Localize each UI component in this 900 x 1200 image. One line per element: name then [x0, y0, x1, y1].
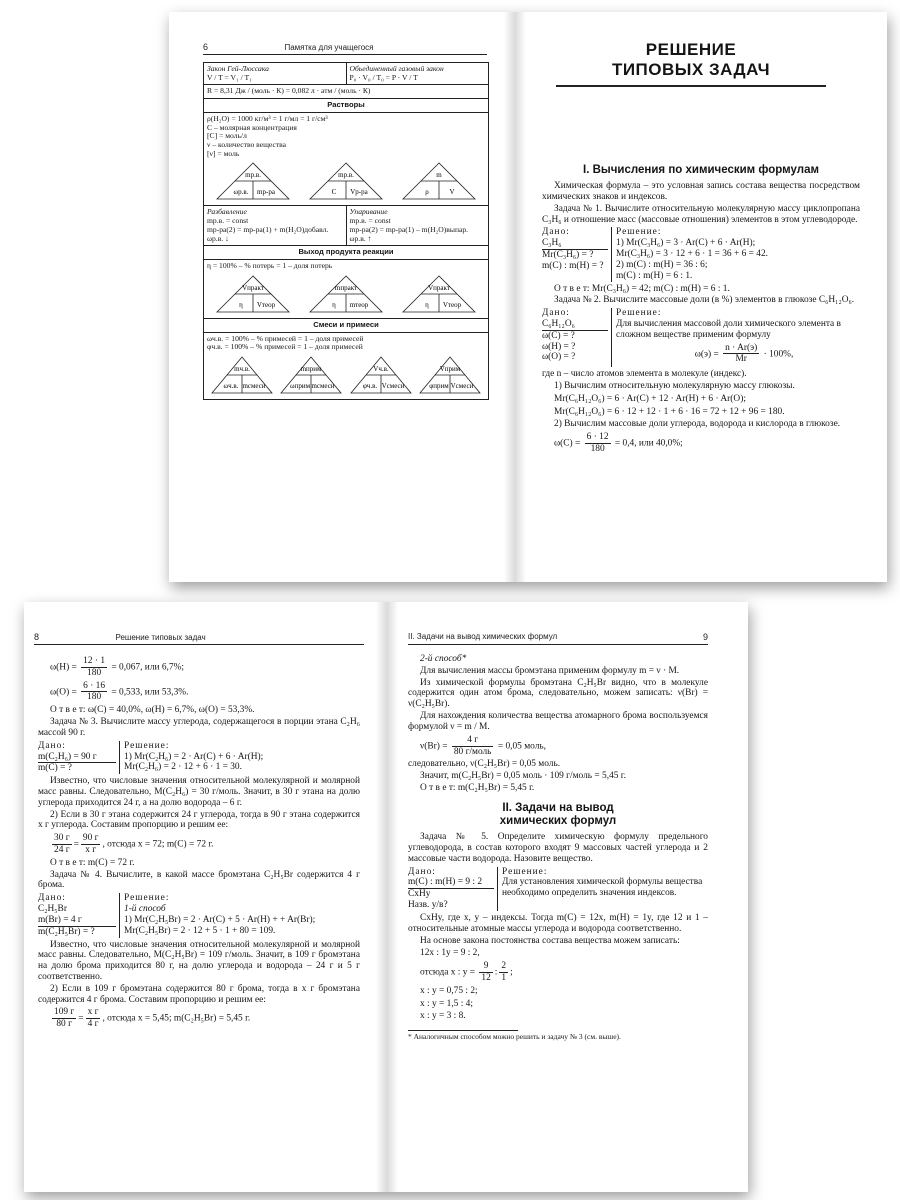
yield-block: [204, 260, 488, 319]
solutions-block: [204, 113, 488, 207]
formula-right: , отсюда x = 72; m(C) = 72 г.: [102, 839, 214, 850]
formula-left: ω(H) =: [50, 662, 77, 673]
triangle-top-label: mр.в.: [338, 171, 354, 180]
page-number: 8: [34, 632, 40, 642]
solution-label: Решение:: [616, 227, 662, 238]
solutions-line: [ν] = моль: [207, 148, 240, 158]
evaporation-line: mр.в. = const: [349, 216, 391, 226]
page-number: 9: [702, 632, 708, 642]
task-5-equation: x : y = 0,75 : 2;: [420, 985, 478, 996]
solutions-line: [C] = моль/л: [207, 131, 247, 141]
running-head: [34, 632, 364, 645]
formula-numerator: 4 г: [452, 735, 494, 747]
formula-denominator: 80 г/моль: [453, 746, 492, 757]
formula-right: = 0,05 моль,: [497, 741, 546, 752]
triangle-right-label: Vсмеси: [450, 381, 474, 390]
triangle-top-label: mр.в.: [245, 171, 262, 180]
gas-constant: R = 8,31 Дж / (моль · К) = 0,082 л · атм / (моль · К): [204, 85, 488, 99]
task-1-statement: Задача № 1. Вычислите относительную молекулярную массу циклопропана C₃H₆ и отношение масс (массовые отношения) элементов в этом углеводороде.: [542, 203, 860, 225]
given-item: Mr(C₃H₆) = ?: [542, 250, 594, 261]
formula-denominator: x г: [85, 845, 97, 855]
task-4-given-solution: [38, 893, 360, 937]
given-item: m(C) : m(H) = 9 : 2: [408, 877, 494, 889]
task-5-equation: x : y = 1,5 : 4;: [420, 998, 473, 1009]
triangle-left-label: η: [239, 300, 244, 309]
task-5-paragraph: CxHy, где x, y – индексы. Тогда m(C) = 12x, m(H) = 1y, где 12 и 1 – относительные атомные массы углерода и водорода соответственно.: [408, 912, 708, 934]
dilution-title: Разбавление: [207, 207, 247, 217]
task-5-ratio: отсюда x : y = $\frac{9}{12}$ : $\frac{2}{1}$ ;: [420, 961, 513, 983]
solution-line: Mr(C₂H₅Br) = 2 · 12 + 5 · 1 + 80 = 109.: [124, 925, 276, 936]
triangle-right-label: mтеор: [349, 300, 369, 309]
chapter-title-line2: ТИПОВЫХ ЗАДАЧ: [611, 60, 771, 80]
task-2-statement: Задача № 2. Вычислите массовые доли (в %) элементов в глюкозе C₆H₁₂O₆.: [554, 295, 855, 306]
given-item: ω(C) = ?: [542, 330, 575, 341]
formula-right: , отсюда x = 5,45; m(C₂H₅Br) = 5,45 г.: [102, 1013, 251, 1024]
triangle-left-label: ωч.в.: [223, 381, 239, 390]
formula-triangle: [308, 161, 384, 201]
task-2-where: где n – число атомов элемента в молекуле (индекс).: [542, 369, 747, 380]
solution-line: 2) m(C) : m(H) = 36 : 6;: [616, 259, 708, 270]
method-2-paragraph: Для нахождения количества вещества атомарного брома воспользуемся формулой ν = m / M.: [408, 711, 708, 732]
page-9-body: [408, 654, 708, 1042]
task-2-given-solution: [542, 308, 860, 367]
formula-triangle: [401, 274, 477, 314]
given-label: Дано:: [408, 866, 436, 877]
book-spread-bottom: [24, 602, 748, 1192]
triangle-left-label: C: [331, 188, 337, 197]
solutions-line: ν – количество вещества: [207, 140, 287, 150]
task-3-given-solution: [38, 741, 360, 774]
triangle-right-label: Vсмеси: [381, 381, 405, 390]
page-number: 6: [203, 42, 209, 52]
solution-label: Решение:: [124, 740, 170, 751]
book-spread-top: [169, 12, 887, 582]
formula-denominator: 180: [87, 692, 102, 703]
formula-numerator: 6 · 16: [83, 680, 106, 691]
solution-text: Для установления химической формулы вещества необходимо определить значения индексов.: [502, 877, 703, 899]
given-item: m(C) : m(H) = ?: [542, 260, 604, 271]
task-4-paragraph: Известно, что числовые значения относительной молекулярной и молярной масс равны. Следовательно, M(C₂H₅Br) = 109 г/моль. Значит, в 109 г бромэтана на долю брома приходится 80 г, на долю углерода и водорода – 24 г и 5 г соответственно.: [38, 939, 360, 982]
gay-lussac-formula: V / T = V₁ / T₁: [207, 72, 252, 82]
triangle-top-label: Vч.в.: [373, 364, 389, 373]
formula-left: отсюда x : y =: [420, 967, 476, 978]
given-item: ω(O) = ?: [542, 352, 576, 363]
formula-denominator: 12: [481, 972, 491, 983]
triangle-top-label: Vприм: [440, 364, 461, 373]
omega-o-formula: [50, 681, 360, 704]
given-label: Дано:: [542, 227, 570, 238]
page-8: [24, 602, 384, 1192]
method-2-paragraph: следовательно, ν(C₂H₅Br) = 0,05 моль.: [408, 759, 561, 770]
formula-right: = 0,4, или 40,0%;: [614, 438, 683, 449]
solutions-header: Растворы: [204, 99, 488, 113]
triangle-left-label: φч.в.: [362, 381, 377, 390]
formula-denominator: 80 г: [56, 1019, 72, 1030]
task-3-paragraph: 2) Если в 30 г этана содержится 24 г углерода, тогда в 90 г этана содержится x г углерода. Составим пропорцию и решим ее:: [38, 809, 360, 831]
running-head-text: II. Задачи на вывод химических формул: [408, 632, 558, 641]
mixtures-block: [204, 333, 488, 399]
solutions-line: C – молярная концентрация: [207, 122, 297, 132]
given-label: Дано:: [542, 308, 570, 319]
triangle-left-label: ρ: [424, 188, 429, 197]
triangle-top-label: Vпракт: [427, 283, 450, 292]
chapter-title-line1: РЕШЕНИЕ: [645, 40, 737, 59]
given-item: m(C₂H₅Br) = ?: [38, 926, 95, 937]
given-item: C₃H₆: [542, 238, 608, 250]
formula-denominator: 1: [501, 972, 507, 983]
page-9: [398, 602, 748, 1192]
solution-line: 1) Mr(C₂H₅Br) = 2 · Ar(C) + 5 · Ar(H) + + Ar(Br);: [124, 914, 316, 925]
running-head-text: Решение типовых задач: [115, 633, 206, 642]
task-4-proportion: $\frac{109 г}{80 г}$ = $\frac{\text{x г}}{4 г}$ , отсюда x = 5,45; m(C₂H₅Br) = 5,45 г.: [54, 1007, 251, 1030]
formula-denominator: 24 г: [54, 845, 70, 855]
task-5-equation: 12x : 1y = 9 : 2,: [420, 948, 480, 959]
section-2-title-line1: II. Задачи на вывод: [502, 801, 614, 814]
task-2-mr-line: Mr(C₆H₁₂O₆) = 6 · Ar(C) + 12 · Ar(H) + 6 · Ar(O);: [554, 393, 746, 404]
yield-line: η = 100% – % потерь = 1 – доля потерь: [207, 261, 333, 271]
task-4-paragraph: 2) Если в 109 г бромэтана содержится 80 г брома, тогда в x г бромэтана содержится 4 г брома. Составим пропорцию и решим ее:: [38, 983, 360, 1005]
given-item: C₂H₅Br: [38, 904, 67, 915]
formula-triangle: [215, 274, 291, 314]
triangle-right-label: mсмеси: [242, 381, 266, 390]
triangle-right-label: mсмеси: [311, 381, 335, 390]
section-2-title-line2: химических формул: [499, 814, 617, 827]
yield-header: Выход продукта реакции: [204, 246, 488, 260]
triangle-left-label: η: [424, 300, 429, 309]
task-1-given-solution: [542, 227, 860, 281]
formula-numerator: 109 г: [54, 1007, 75, 1018]
task-4-statement: Задача № 4. Вычислите, в какой массе бромэтана C₂H₅Br содержится 4 г брома.: [38, 869, 360, 891]
solution-text: Для вычисления массовой доли химического элемента в сложном веществе применим формулу: [616, 318, 841, 340]
triangle-right-label: Vтеор: [257, 300, 276, 309]
running-head: [408, 632, 708, 645]
triangle-right-label: V: [449, 188, 455, 197]
evaporation-line: ωр.в. ↑: [349, 233, 372, 243]
triangle-top-label: mпракт: [334, 283, 358, 292]
solution-label: Решение:: [616, 308, 662, 319]
triangle-right-label: mр-ра: [257, 188, 276, 197]
formula-triangle: [308, 274, 384, 314]
solution-line: 1) Mr(C₂H₆) = 2 · Ar(C) + 6 · Ar(H);: [124, 751, 264, 762]
triangle-left-label: η: [332, 300, 336, 309]
task-3-answer: О т в е т: m(C) = 72 г.: [50, 857, 135, 868]
task-3-proportion: $\frac{30 г}{24 г}$ = $\frac{90 г}{\text{x г}}$ , отсюда x = 72; m(C) = 72 г.: [54, 833, 214, 855]
triangle-top-label: mч.в.: [233, 364, 250, 373]
triangle-left-label: ωприм: [290, 381, 311, 390]
triangle-row-solutions: [207, 158, 485, 203]
page-7: [526, 12, 887, 582]
evaporation-title: Упаривание: [349, 207, 388, 217]
formula-triangle: [401, 161, 477, 201]
mixtures-line: ωч.в. = 100% – % примесей = 1 – доля примесей: [207, 333, 364, 343]
task-4-answer: О т в е т: m(C₂H₅Br) = 5,45 г.: [420, 782, 535, 793]
task-3-paragraph: Известно, что числовые значения относительной молекулярной и молярной масс равны. Следовательно, M(C₂H₆) = 30 г/моль. Значит, в 30 г этана на долю углерода приходится 24 г, а на долю водорода – 6 г.: [38, 776, 360, 808]
task-5-paragraph: На основе закона постоянства состава вещества можем записать:: [420, 935, 680, 946]
given-item: CxHy: [408, 889, 431, 900]
formula-left: ω(C) =: [554, 438, 581, 449]
formula-numerator: 12 · 1: [83, 656, 106, 666]
page-8-body: [38, 654, 360, 1032]
dilution-line: ωр.в. ↓: [207, 233, 229, 243]
task-2-mr-line: Mr(C₆H₁₂O₆) = 6 · 12 + 12 · 1 + 6 · 16 = 72 + 12 + 96 = 180.: [554, 406, 785, 417]
solutions-line: ρ(H₂O) = 1000 кг/м³ = 1 г/мл = 1 г/см³: [207, 113, 328, 123]
solution-label: Решение:: [124, 893, 170, 904]
given-item: m(C) = ?: [38, 763, 72, 774]
task-2-answer: О т в е т: ω(C) = 40,0%, ω(H) = 6,7%, ω(O) = 53,3%.: [50, 705, 255, 716]
triangle-row-yield: [207, 271, 485, 316]
intro-paragraph: Химическая формула – это условная запись состава вещества посредством химических знаков и индексов.: [542, 181, 860, 203]
task-2-step2: 2) Вычислим массовые доли углерода, водорода и кислорода в глюкозе.: [554, 419, 841, 430]
task-5-equation: x : y = 3 : 8.: [420, 1011, 466, 1022]
formula-right: = 0,067, или 6,7%;: [111, 662, 184, 673]
gas-laws-row: [204, 63, 488, 85]
gay-lussac-title: Закон Гей-Люссака: [207, 64, 269, 73]
combined-law-formula: P₀ · V₀ / T₀ = P · V / T: [349, 72, 418, 82]
formula-triangle: [279, 355, 343, 395]
triangle-row-mixtures: [207, 352, 485, 397]
reference-sheet: [203, 62, 489, 400]
formula-triangle: [349, 355, 413, 395]
triangle-top-label: mприм: [300, 364, 322, 373]
solution-line: Mr(C₂H₆) = 2 · 12 + 6 · 1 = 30.: [124, 762, 242, 773]
formula-right: · 100%,: [763, 349, 794, 360]
evaporation-line: mр-ра(2) = mр-ра(1) – m(H₂O)выпар.: [349, 224, 469, 234]
dilution-row: [204, 206, 488, 246]
task-1-answer: О т в е т: Mr(C₃H₆) = 42; m(C) : m(H) = 6 : 1.: [554, 283, 730, 294]
method-2-paragraph: Из химической формулы бромэтана C₂H₅Br видно, что в молекуле содержится один атом брома, следовательно, можем записать: ν(Br) = ν(C₂H₅Br).: [408, 677, 708, 710]
section-2-title: [408, 802, 708, 828]
formula-numerator: 6 · 12: [586, 432, 609, 443]
formula-left: ν(Br) =: [420, 741, 448, 752]
method-2-paragraph: Значит, m(C₂H₅Br) = 0,05 моль · 109 г/моль = 5,45 г.: [420, 771, 626, 782]
task-3-statement: Задача № 3. Вычислите массу углерода, содержащегося в порции этана C₂H₆ массой 90 г.: [38, 717, 360, 738]
triangle-right-label: Vтеор: [442, 300, 461, 309]
solution-line: m(C) : m(H) = 6 : 1.: [616, 270, 693, 281]
page-7-body: [542, 162, 860, 457]
formula-left: ω(O) =: [50, 687, 77, 698]
formula-numerator: 9: [479, 961, 492, 973]
formula-denominator: 180: [87, 667, 102, 678]
footnote: * Аналогичным способом можно решить и задачу № 3 (см. выше).: [408, 1032, 621, 1042]
given-label: Дано:: [38, 893, 66, 904]
omega-h-formula: [50, 656, 360, 679]
dilution-line: mр.в. = const: [207, 216, 249, 226]
section-title: I. Вычисления по химическим формулам: [583, 164, 819, 176]
mixtures-header: Смеси и примеси: [204, 319, 488, 333]
formula-numerator: 30 г: [54, 833, 70, 844]
formula-triangle: [215, 161, 291, 201]
page-6: [169, 12, 509, 582]
given-label: Дано:: [38, 740, 66, 751]
given-item: m(C₂H₆) = 90 г: [38, 752, 116, 764]
chapter-title: [526, 40, 856, 87]
formula-left: ω(э) =: [694, 349, 719, 360]
formula-right: = 0,533, или 53,3%.: [111, 687, 189, 698]
given-item: C₆H₁₂O₆: [542, 319, 608, 331]
method-2-paragraph: Для вычисления массы бромэтана применим формулу m = ν · M.: [420, 665, 680, 676]
triangle-top-label: Vпракт: [242, 283, 265, 292]
formula-triangle: [210, 355, 274, 395]
solution-line: Mr(C₃H₆) = 3 · 12 + 6 · 1 = 36 + 6 = 42.: [616, 249, 768, 260]
method-label: 1-й способ: [124, 904, 166, 915]
given-item: Назв. у/в?: [408, 900, 448, 911]
nu-br-formula: [420, 735, 708, 758]
formula-numerator: 2: [501, 961, 507, 972]
task-2-step1: 1) Вычислим относительную молекулярную массу глюкозы.: [554, 381, 795, 392]
method-2-label: 2-й способ*: [420, 654, 467, 664]
mixtures-line: φч.в. = 100% – % примесей = 1 – доля примесей: [207, 342, 363, 352]
running-head: [203, 42, 487, 55]
formula-numerator: n · Ar(э): [725, 342, 758, 353]
triangle-left-label: ωр.в.: [233, 188, 249, 197]
given-item: m(Br) = 4 г: [38, 915, 116, 927]
task-5-statement: Задача № 5. Определите химическую формулу предельного углеводорода, в состав которого входят 9 массовых частей углерода и 2 массовые части водорода. Назовите вещество.: [408, 832, 708, 864]
triangle-left-label: φприм: [429, 381, 449, 390]
triangle-top-label: m: [435, 171, 442, 180]
combined-law-title: Обьединенный газовый закон: [349, 64, 444, 73]
solution-line: 1) Mr(C₃H₆) = 3 · Ar(C) + 6 · Ar(H);: [616, 238, 756, 249]
formula-denominator: 180: [590, 444, 605, 455]
dilution-line: mр-ра(2) = mр-ра(1) + m(H₂O)добавл.: [207, 224, 329, 234]
given-item: ω(H) = ?: [542, 341, 576, 352]
formula-denominator: 4 г: [87, 1019, 99, 1030]
triangle-right-label: Vр-ра: [350, 188, 368, 197]
solution-label: Решение:: [502, 866, 548, 877]
mass-fraction-formula: [628, 343, 860, 366]
formula-triangle: [418, 355, 482, 395]
omega-c-formula: [554, 432, 860, 455]
formula-numerator: x г: [87, 1007, 99, 1018]
formula-numerator: 90 г: [82, 833, 99, 844]
task-5-given-solution: [408, 867, 708, 911]
formula-denominator: Mr: [735, 354, 747, 365]
running-head-text: Памятка для учащегося: [284, 43, 374, 52]
